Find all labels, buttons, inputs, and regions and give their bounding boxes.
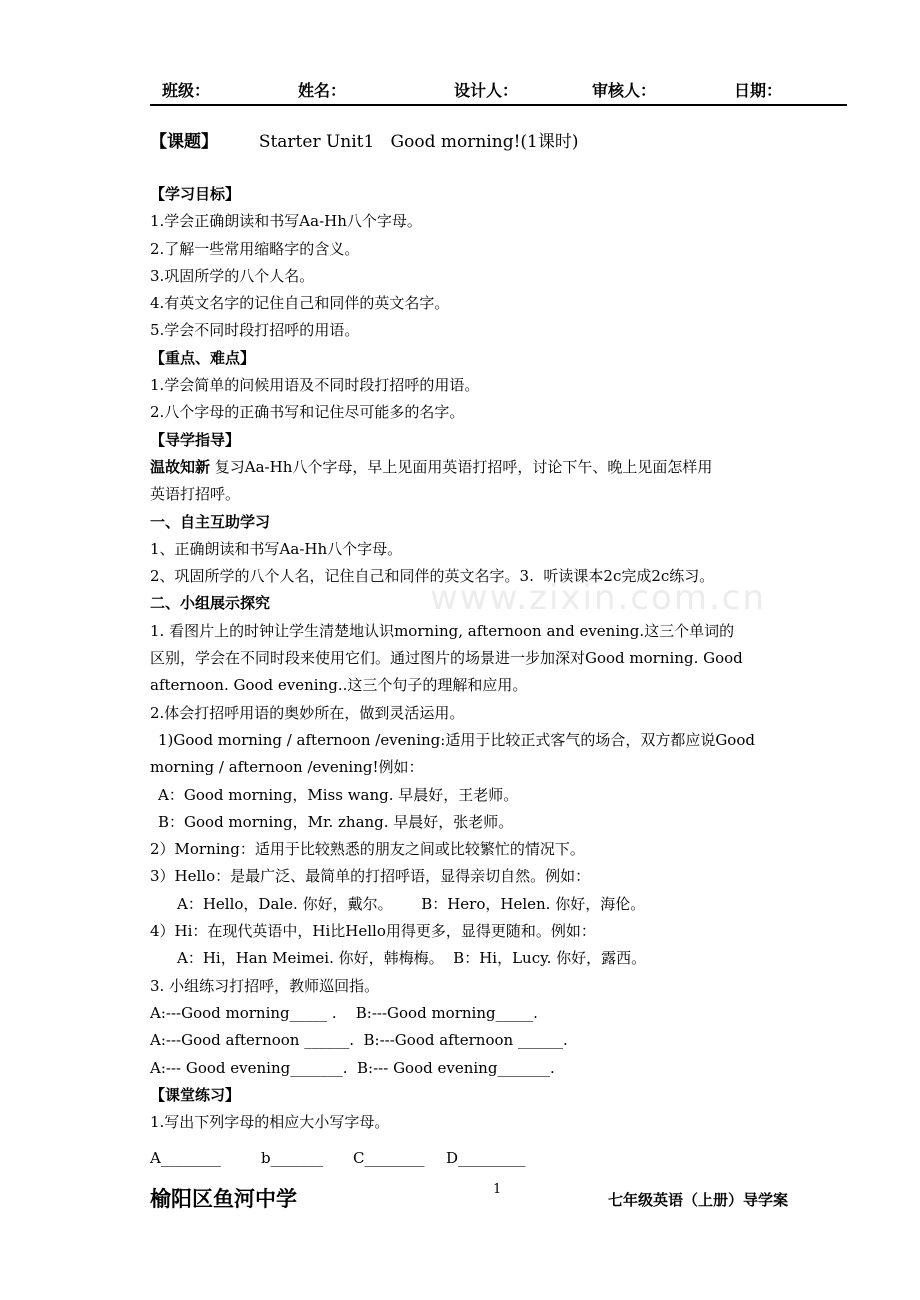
blank-a: A________ [150, 1149, 221, 1167]
practice-heading: 【课堂练习】 [150, 1085, 241, 1104]
part2-line: 3）Hello：是最广泛、最简单的打招呼语，显得亲切自然。例如： [150, 867, 591, 886]
book-title: 七年级英语（上册）导学案 [608, 1191, 789, 1209]
part2-line: 3. 小组练习打招呼，教师巡回指。 [150, 976, 380, 995]
lesson-title [150, 127, 579, 152]
practice-dialogue-line: A:---Good morning_____ . B:---Good morning_____. [150, 1003, 538, 1022]
name-label: 姓名： [298, 81, 347, 100]
practice-dialogue-line: A:---Good afternoon ______. B:---Good afternoon ______. [150, 1031, 568, 1050]
dialogue-line: A：Good morning，Miss wang. 早晨好，王老师。 [158, 785, 519, 804]
blank-b: b_______ [261, 1149, 324, 1167]
part1-heading: 一、自主互助学习 [150, 512, 271, 531]
goal-item: 2.了解一些常用缩略字的含义。 [150, 239, 360, 258]
part1-item: 2、巩固所学的八个人名，记住自己和同伴的英文名字。3. 听读课本2c完成2c练习。 [150, 567, 715, 586]
goal-item: 1.学会正确朗读和书写Aa-Hh八个字母。 [150, 212, 422, 231]
dialogue-line: A：Hello，Dale. 你好，戴尔。 B：Hero，Helen. 你好，海伦。 [177, 894, 646, 913]
dialogue-line: A：Hi，Han Meimei. 你好，韩梅梅。 B：Hi，Lucy. 你好，露西。 [177, 949, 647, 968]
part2-line: 1. 看图片上的时钟让学生清楚地认识morning, afternoon and evening.这三个单词的 [150, 621, 735, 640]
page-number: 1 [493, 1182, 502, 1197]
document-body [150, 181, 880, 1136]
blank-c: C________ [353, 1149, 425, 1167]
dialogue-line: B：Good morning，Mr. zhang. 早晨好，张老师。 [158, 812, 514, 831]
goals-heading: 【学习目标】 [150, 185, 241, 203]
title-bracket: 【课题】 [150, 132, 218, 152]
part2-line: morning / afternoon /evening!例如： [150, 758, 424, 777]
practice-dialogue-line: A:--- Good evening_______. B:--- Good evening_______. [150, 1058, 555, 1077]
guide-heading: 【导学指导】 [150, 430, 241, 449]
part2-line: 区别，学会在不同时段来使用它们。通过图片的场景进一步加深对Good morning. Good [150, 649, 743, 668]
key-item: 1.学会简单的问候用语及不同时段打招呼的用语。 [150, 376, 480, 395]
title-text: Starter Unit1 Good morning!(1课时) [258, 132, 579, 152]
blank-d: D_________ [446, 1149, 526, 1167]
header-bar [150, 78, 847, 106]
review-line [150, 454, 880, 481]
watermark: www.zixin.com.cn [430, 578, 766, 618]
review-text-continued: 英语打招呼。 [150, 485, 241, 504]
goal-item: 5.学会不同时段打招呼的用语。 [150, 321, 360, 340]
part2-line: 1)Good morning / afternoon /evening:适用于比较正式客气的场合，双方都应说Good [158, 730, 755, 749]
goal-item: 3.巩固所学的八个人名。 [150, 266, 315, 285]
class-label: 班级： [162, 81, 211, 100]
part2-line: 2）Morning：适用于比较熟悉的朋友之间或比较繁忙的情况下。 [150, 840, 585, 859]
review-label: 温故知新 [150, 457, 211, 476]
school-name: 榆阳区鱼河中学 [150, 1187, 297, 1211]
part2-line: 4）Hi：在现代英语中，Hi比Hello用得更多，显得更随和。例如： [150, 922, 596, 941]
reviewer-label: 审核人： [592, 81, 657, 100]
designer-label: 设计人： [454, 81, 519, 100]
key-heading: 【重点、难点】 [150, 348, 256, 367]
part2-heading: 二、小组展示探究 [150, 594, 271, 613]
part1-item: 1、正确朗读和书写Aa-Hh八个字母。 [150, 539, 403, 558]
part2-line: afternoon. Good evening..这三个句子的理解和应用。 [150, 676, 528, 695]
practice-item: 1.写出下列字母的相应大小写字母。 [150, 1113, 390, 1132]
review-text: 复习Aa-Hh八个字母，早上见面用英语打招呼，讨论下午、晚上见面怎样用 [210, 457, 713, 476]
part2-line: 2.体会打招呼用语的奥妙所在，做到灵活运用。 [150, 703, 465, 722]
date-label: 日期： [734, 81, 783, 100]
key-item: 2.八个字母的正确书写和记住尽可能多的名字。 [150, 403, 465, 422]
goal-item: 4.有英文名字的记住自己和同伴的英文名字。 [150, 294, 450, 313]
